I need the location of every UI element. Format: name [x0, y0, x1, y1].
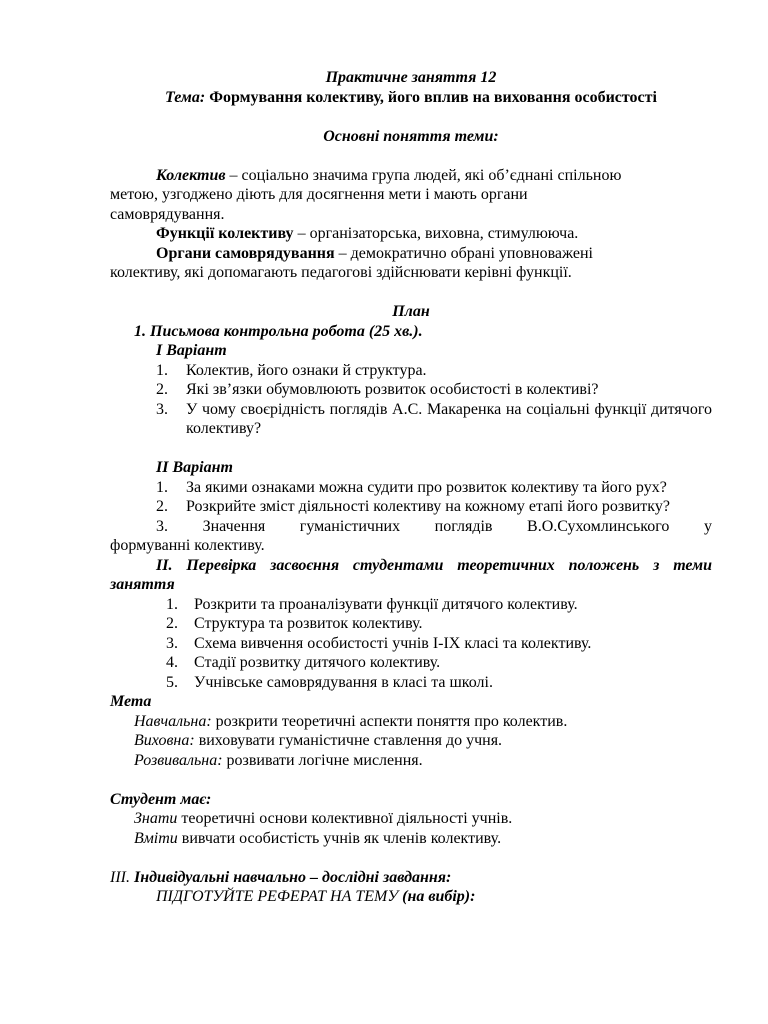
goal-item: Навчальна: розкрити теоретичні аспекти поняття про колектив. [134, 712, 568, 730]
functions-definition: Функції колективу – організаторська, виховна, стимулююча. [156, 225, 579, 242]
section-2-title-cont: заняття [110, 576, 175, 593]
goals-title: Мета [110, 693, 152, 710]
organs-definition: Органи самоврядування – демократично обрані уповноважені [156, 244, 593, 262]
goal-item: Виховна: виховувати гуманістичне ставлення до учня. [134, 732, 503, 749]
plan-title: План [392, 303, 430, 320]
collective-definition: Колектив – соціально значима група людей, які об’єднані спільною [156, 166, 622, 184]
student-item: Знати теоретичні основи колективної діяльності учнів. [134, 810, 513, 827]
basics-title: Основні поняття теми: [323, 127, 499, 145]
topic-text: Формування колективу, його вплив на виховання особистості [209, 88, 657, 106]
plan-item-1: 1. Письмова контрольна робота (25 хв.). [134, 322, 423, 340]
student-item: Вміти вивчати особистість учнів як членів колективу. [134, 829, 502, 847]
section-3-title: ІІІ. Індивідуальні навчально – дослідні завдання: [110, 868, 452, 886]
section-2-title: ІІ. Перевірка засвоєння студентами теоретичних положень з теми [156, 556, 712, 574]
student-title: Студент має: [110, 790, 212, 808]
lesson-title: Практичне заняття 12 [325, 69, 497, 86]
list-item: 1. Колектив, його ознаки й структура. [156, 361, 427, 379]
organs-term: Органи самоврядування [156, 244, 335, 262]
list-item: 4. Стадії розвитку дитячого колективу. [166, 654, 441, 671]
collective-term: Колектив [156, 166, 226, 184]
collective-definition-cont: метою, узгоджено діють для досягнення мети і мають органи [110, 186, 528, 203]
list-item: 3. У чому своєрідність поглядів А.С. Макаренка на соціальні функції дитячого колективу? [156, 400, 712, 437]
list-item: 3. Схема вивчення особистості учнів І-ІХ класі та колективу. [166, 634, 592, 652]
variant-2-item-3-cont: формуванні колективу. [110, 537, 265, 554]
list-item: 2. Які зв’язки обумовлюють розвиток особистості в колективі? [156, 381, 599, 398]
list-item: 2. Структура та розвиток колективу. [166, 615, 423, 632]
variant-2-title: ІІ Варіант [156, 459, 233, 476]
organs-definition-cont: колективу, які допомагають педагогові здійснювати керівні функції. [110, 264, 572, 281]
variant-1-title: І Варіант [156, 342, 227, 359]
list-item: 2. Розкрийте зміст діяльності колективу на кожному етапі його розвитку? [156, 498, 670, 515]
list-item: 1. Розкрити та проаналізувати функції дитячого колективу. [166, 595, 578, 613]
list-item: 1. За якими ознаками можна судити про розвиток колективу та його рух? [156, 478, 667, 496]
topic-label: Тема: [165, 88, 206, 106]
goal-item: Розвивальна: розвивати логічне мислення. [134, 751, 423, 769]
section-3-task: ПІДГОТУЙТЕ РЕФЕРАТ НА ТЕМУ (на вибір): [156, 888, 476, 905]
functions-term: Функції колективу [156, 225, 294, 242]
list-item: 5. Учнівське самоврядування в класі та школі. [166, 673, 493, 691]
topic-line [110, 88, 712, 108]
variant-2-item-3: 3. Значення гуманістичних поглядів В.О.Сухомлинського у [156, 517, 712, 535]
collective-definition-cont2: самоврядування. [110, 205, 225, 223]
